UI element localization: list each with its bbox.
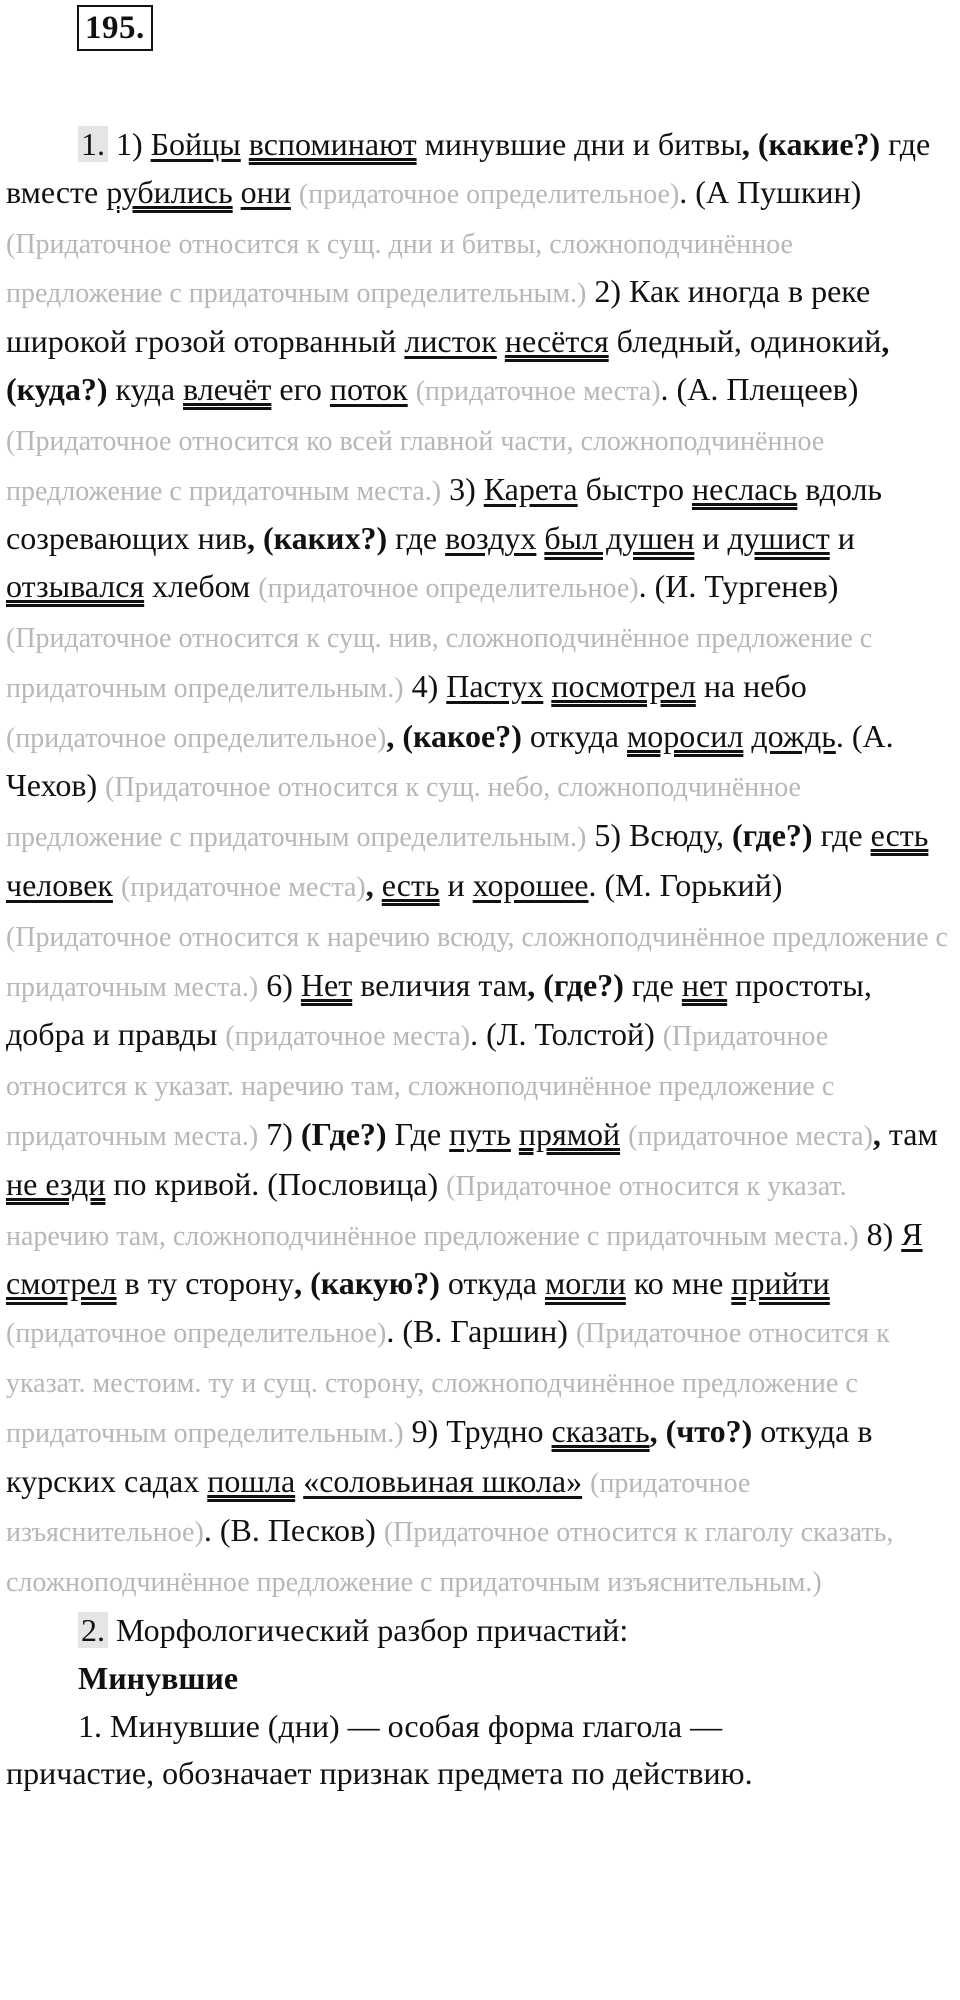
subject: Карета <box>483 470 578 507</box>
question: (Где?) <box>300 1115 387 1152</box>
question: (где?) <box>543 966 624 1003</box>
explanation: (Придаточное относится к указат. наречию там, сложноподчинённое предложение с придаточным места.) <box>6 1170 859 1252</box>
text: быстро <box>585 470 684 507</box>
text: вдоль созревающих нив <box>6 470 883 557</box>
clause-note: (придаточное определительное) <box>258 573 639 605</box>
predicate: пошла <box>207 1462 296 1499</box>
text: Всюду, <box>629 817 724 854</box>
text: хлебом <box>152 568 251 605</box>
analysis-line-2: причастие, обозначает признак предмета по действию. <box>6 1755 753 1792</box>
clause-note: (придаточное места) <box>225 1021 471 1053</box>
explanation: (Придаточное относится к указат. местоим. ту и сущ. сторону, сложноподчинённое предложение с придаточным определительным.) <box>6 1318 890 1449</box>
clause-note: (придаточное места) <box>415 375 661 407</box>
comma: , <box>741 126 750 162</box>
subject: Бойцы <box>150 126 241 162</box>
text: и <box>702 520 720 557</box>
subject: поток <box>329 370 408 407</box>
analysis-continued <box>2 1750 958 1798</box>
sentence-number: 2) <box>594 273 622 310</box>
predicate: смотрел <box>6 1265 117 1302</box>
explanation: (Придаточное относится ко всей главной части, сложноподчинённое предложение с придаточным места.) <box>6 425 825 507</box>
sentence-number: 7) <box>266 1115 293 1152</box>
section-1-text <box>6 121 952 1607</box>
predicate: был душен <box>544 520 695 557</box>
explanation: (Придаточное относится к наречию всюду, сложноподчинённое предложение с придаточным места.) <box>6 921 948 1003</box>
question: (куда?) <box>6 370 108 407</box>
predicate: посмотрел <box>551 667 696 704</box>
subject: Пастух <box>446 667 544 704</box>
source: . (А. Чехов) <box>6 717 894 804</box>
predicate: несётся <box>504 323 609 360</box>
text: в ту сторону <box>124 1265 295 1302</box>
clause-note: (придаточное определительное) <box>298 178 680 210</box>
sentence-number: 4) <box>411 667 439 704</box>
explanation: (Придаточное относится к сущ. нив, сложноподчинённое предложение с придаточным определительным.) <box>6 622 873 704</box>
explanation: (Придаточное относится к глаголу сказать, сложноподчинённое предложение с придаточным изъяснительным.) <box>6 1517 894 1599</box>
text: его <box>279 370 322 407</box>
predicate: неслась <box>691 470 798 507</box>
comma: , <box>649 1412 658 1449</box>
predicate: нет <box>681 966 728 1003</box>
subject: человек <box>6 866 113 903</box>
text: величия там <box>360 966 528 1003</box>
sentence-number: 1) <box>116 126 143 162</box>
clause-note: (придаточное места) <box>628 1120 873 1152</box>
question: (что?) <box>665 1412 753 1449</box>
predicate: прийти <box>731 1265 830 1302</box>
comma: , <box>365 866 374 903</box>
comma: , <box>386 717 395 754</box>
source: . (В. Песков) <box>203 1512 376 1549</box>
subject: листок <box>404 323 497 360</box>
text: ко мне <box>633 1265 724 1302</box>
explanation: (Придаточное относится к указат. наречию там, сложноподчинённое предложение с придаточным места.) <box>6 1021 835 1152</box>
sentence-number: 9) <box>411 1412 439 1449</box>
text: на небо <box>703 667 807 704</box>
question: (какую?) <box>310 1265 440 1302</box>
sentence-number: 5) <box>594 817 622 854</box>
text: простоты, добра и правды <box>6 966 872 1053</box>
question: (где?) <box>731 817 813 854</box>
predicate: сказать <box>551 1412 650 1449</box>
question: (какие?) <box>757 126 881 162</box>
text: минувшие дни и битвы <box>424 126 742 162</box>
comma: , <box>527 966 536 1003</box>
source: . (Л. Толстой) <box>470 1016 655 1053</box>
source: . (М. Горький) <box>588 866 783 903</box>
source: (Пословица) <box>267 1165 439 1202</box>
subject: дождь <box>751 717 836 754</box>
exercise-number: 195. <box>77 5 153 51</box>
predicate: Нет <box>300 966 353 1003</box>
predicate: отзывался <box>6 568 145 605</box>
predicate: могли <box>544 1265 626 1302</box>
clause-note: (придаточное изъяснительное) <box>6 1467 751 1549</box>
text: Трудно <box>446 1412 544 1449</box>
subject: Я <box>901 1215 923 1252</box>
word: Минувшие <box>78 1659 239 1696</box>
text: где вместе <box>6 126 931 210</box>
explanation: (Придаточное относится к сущ. дни и битвы, сложноподчинённое предложение с придаточным определительным.) <box>6 228 793 310</box>
text: там <box>888 1115 938 1152</box>
sentence-number: 8) <box>866 1215 894 1252</box>
comma: , <box>872 1115 881 1152</box>
source: . (И. Тургенев) <box>638 568 839 605</box>
subject: путь <box>449 1115 511 1152</box>
source: . (А. Плещеев) <box>660 370 859 407</box>
subject: воздух <box>445 520 537 557</box>
predicate: есть <box>381 866 440 903</box>
question: (какое?) <box>402 717 522 754</box>
section-2 <box>2 1607 958 1750</box>
question: (каких?) <box>262 520 388 557</box>
section-number: 1. <box>78 126 108 162</box>
clause-note: (придаточное места) <box>120 871 366 903</box>
predicate: есть <box>870 817 929 854</box>
text: бледный, одинокий <box>616 323 882 360</box>
predicate: вспоминают <box>248 126 417 162</box>
predicate: рубились <box>106 173 233 210</box>
text: где <box>820 817 863 854</box>
section-title: Морфологический разбор причастий: <box>116 1611 629 1648</box>
predicate: не езди <box>6 1165 106 1202</box>
text: и <box>837 520 855 557</box>
analysis-line-1: 1. Минувшие (дни) — особая форма глагола — <box>78 1707 723 1744</box>
sentence-number: 3) <box>449 470 476 507</box>
predicate: моросил <box>627 717 744 754</box>
text: откуда в курских садах <box>6 1412 873 1499</box>
comma: , <box>246 520 255 557</box>
text: откуда <box>447 1265 537 1302</box>
clause-note: (придаточное определительное) <box>6 1318 387 1350</box>
text: и <box>447 866 465 903</box>
explanation: (Придаточное относится к сущ. небо, сложноподчинённое предложение с придаточным определительным.) <box>6 772 801 854</box>
text: Как иногда в реке широкой грозой оторванный <box>6 273 871 360</box>
predicate: прямой <box>518 1115 621 1152</box>
text: Где <box>394 1115 442 1152</box>
predicate: влечёт <box>183 370 272 407</box>
section-2-heading <box>78 1607 958 1655</box>
text: где <box>395 520 438 557</box>
source: . (А Пушкин) <box>679 173 862 210</box>
section-number: 2. <box>78 1612 108 1648</box>
text: по кривой. <box>113 1165 260 1202</box>
comma: , <box>881 323 890 360</box>
word-heading <box>78 1655 958 1703</box>
clause-note: (придаточное определительное) <box>6 722 387 754</box>
text: откуда <box>529 717 619 754</box>
text: где <box>631 966 674 1003</box>
subject: хорошее <box>472 866 589 903</box>
comma: , <box>294 1265 303 1302</box>
predicate: душист <box>727 520 830 557</box>
sentence-number: 6) <box>266 966 293 1003</box>
source: . (В. Гаршин) <box>386 1313 568 1350</box>
section-1 <box>2 121 958 1607</box>
subject: «соловьиная школа» <box>303 1462 583 1499</box>
text: куда <box>115 370 176 407</box>
subject: они <box>240 173 291 210</box>
